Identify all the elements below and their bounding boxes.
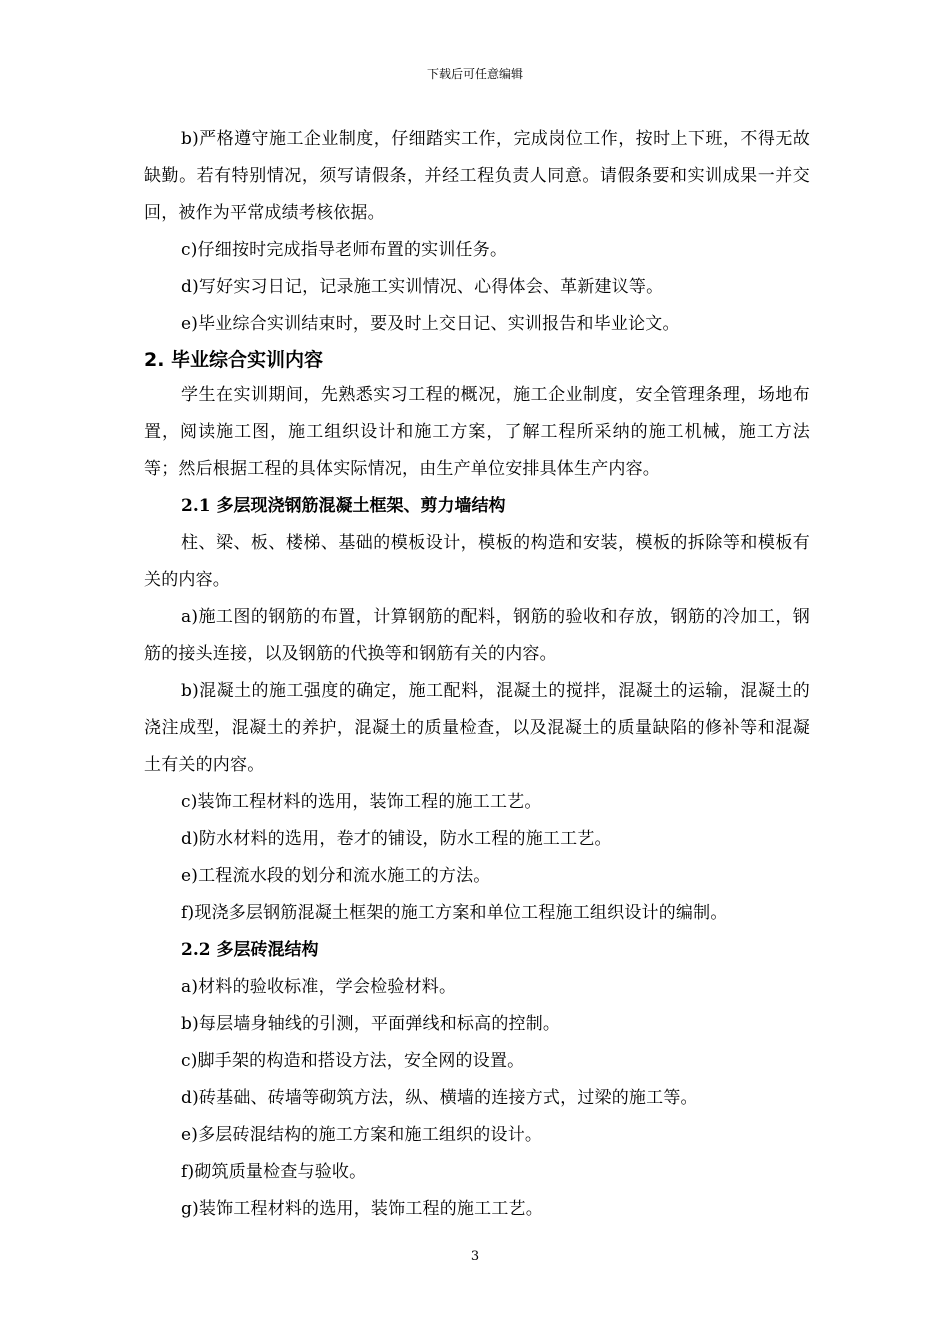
paragraph: g)装饰工程材料的选用，装饰工程的施工工艺。 — [181, 1199, 543, 1219]
paragraph: d)防水材料的选用，卷才的铺设，防水工程的施工工艺。 — [181, 829, 612, 849]
paragraph: e)多层砖混结构的施工方案和施工组织的设计。 — [181, 1125, 543, 1145]
paragraph: 学生在实训期间，先熟悉实习工程的概况，施工企业制度，安全管理条理，场地布置，阅读施工图，施工组织设计和施工方案，了解工程所采纳的施工机械，施工方法等；然后根据工程的具体实际情况，由生产单位安排具体生产内容。 — [144, 385, 810, 479]
paragraph: d)写好实习日记，记录施工实训情况、心得体会、革新建议等。 — [181, 277, 664, 297]
subsection-heading: 2.1 多层现浇钢筋混凝土框架、剪力墙结构 — [181, 496, 506, 516]
paragraph: e)工程流水段的划分和流水施工的方法。 — [181, 866, 491, 886]
paragraph: c)装饰工程材料的选用，装饰工程的施工工艺。 — [181, 792, 542, 812]
paragraph: f)现浇多层钢筋混凝土框架的施工方案和单位工程施工组织设计的编制。 — [181, 903, 728, 923]
paragraph: b)混凝土的施工强度的确定，施工配料，混凝土的搅拌，混凝土的运输，混凝土的浇注成型，混凝土的养护，混凝土的质量检查，以及混凝土的质量缺陷的修补等和混凝土有关的内容。 — [144, 681, 810, 775]
paragraph: b)每层墙身轴线的引测，平面弹线和标高的控制。 — [181, 1014, 561, 1034]
section-heading: 2. 毕业综合实训内容 — [144, 349, 324, 371]
paragraph: 柱、梁、板、楼梯、基础的模板设计，模板的构造和安装，模板的拆除等和模板有关的内容。 — [144, 533, 810, 590]
paragraph: a)施工图的钢筋的布置，计算钢筋的配料，钢筋的验收和存放，钢筋的冷加工，钢筋的接头连接，以及钢筋的代换等和钢筋有关的内容。 — [144, 607, 810, 664]
subsection-heading: 2.2 多层砖混结构 — [181, 940, 319, 960]
page-header: 下载后可任意编辑 — [426, 67, 523, 81]
paragraph: e)毕业综合实训结束时，要及时上交日记、实训报告和毕业论文。 — [181, 314, 680, 334]
paragraph: f)砌筑质量检查与验收。 — [181, 1162, 367, 1182]
document-body — [144, 121, 810, 1228]
paragraph: b)严格遵守施工企业制度，仔细踏实工作，完成岗位工作，按时上下班，不得无故缺勤。若有特别情况，须写请假条，并经工程负责人同意。请假条要和实训成果一并交回，被作为平常成绩考核依据。 — [144, 129, 810, 223]
paragraph: a)材料的验收标准，学会检验材料。 — [181, 977, 457, 997]
paragraph: d)砖基础、砖墙等砌筑方法，纵、横墙的连接方式，过梁的施工等。 — [181, 1088, 698, 1108]
paragraph: c)仔细按时完成指导老师布置的实训任务。 — [181, 240, 508, 260]
paragraph: c)脚手架的构造和搭设方法，安全网的设置。 — [181, 1051, 525, 1071]
page-number: 3 — [470, 1249, 480, 1264]
